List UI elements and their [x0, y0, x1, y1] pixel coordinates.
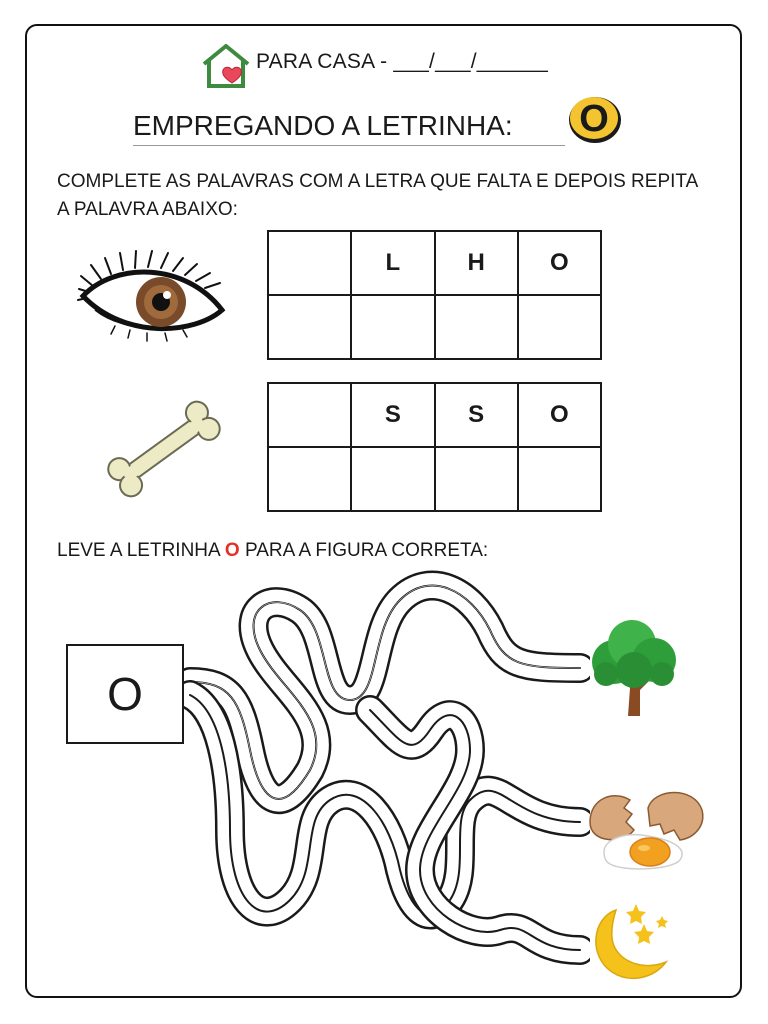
grid-row-letters — [268, 383, 601, 447]
letter-cell: H — [435, 231, 518, 295]
homework-date-line: PARA CASA - ___/___/______ — [256, 50, 549, 73]
maze-prompt-letter: O — [224, 540, 240, 561]
maze-prompt-end: PARA A FIGURA CORRETA: — [239, 540, 489, 561]
page-title: EMPREGANDO A LETRINHA: — [133, 110, 513, 141]
letter-cell: O — [518, 231, 601, 295]
letter-cell-blank[interactable] — [268, 231, 351, 295]
copy-cell[interactable] — [268, 295, 351, 359]
bone-illustration — [96, 394, 232, 504]
copy-cell[interactable] — [435, 447, 518, 511]
grid-row-copy — [268, 447, 601, 511]
copy-cell[interactable] — [435, 295, 518, 359]
tree-illustration[interactable] — [584, 618, 682, 718]
letter-cell-blank[interactable] — [268, 383, 351, 447]
copy-cell[interactable] — [351, 295, 434, 359]
copy-cell[interactable] — [518, 295, 601, 359]
badge-letter: O — [579, 98, 609, 140]
letter-cell: L — [351, 231, 434, 295]
copy-cell[interactable] — [351, 447, 434, 511]
letter-cell: O — [518, 383, 601, 447]
word-grid-eye — [267, 230, 602, 360]
grid-row-copy — [268, 295, 601, 359]
letter-badge — [566, 93, 624, 145]
moon-illustration[interactable] — [586, 898, 672, 986]
maze-paths[interactable] — [170, 570, 590, 970]
letter-cell: S — [351, 383, 434, 447]
letter-cell: S — [435, 383, 518, 447]
grid-row-letters — [268, 231, 601, 295]
word-grid-bone — [267, 382, 602, 512]
copy-cell[interactable] — [268, 447, 351, 511]
home-heart-icon — [198, 40, 254, 90]
maze-start-box: O — [66, 644, 184, 744]
maze-prompt-start: LEVE A LETRINHA — [57, 540, 225, 561]
title-underline — [133, 145, 565, 146]
egg-illustration[interactable] — [584, 786, 708, 874]
copy-cell[interactable] — [518, 447, 601, 511]
instruction-text: COMPLETE AS PALAVRAS COM A LETRA QUE FALTA E DEPOIS REPITA A PALAVRA ABAIXO: — [57, 171, 698, 220]
maze-instruction — [57, 540, 488, 562]
eye-illustration — [75, 248, 230, 343]
